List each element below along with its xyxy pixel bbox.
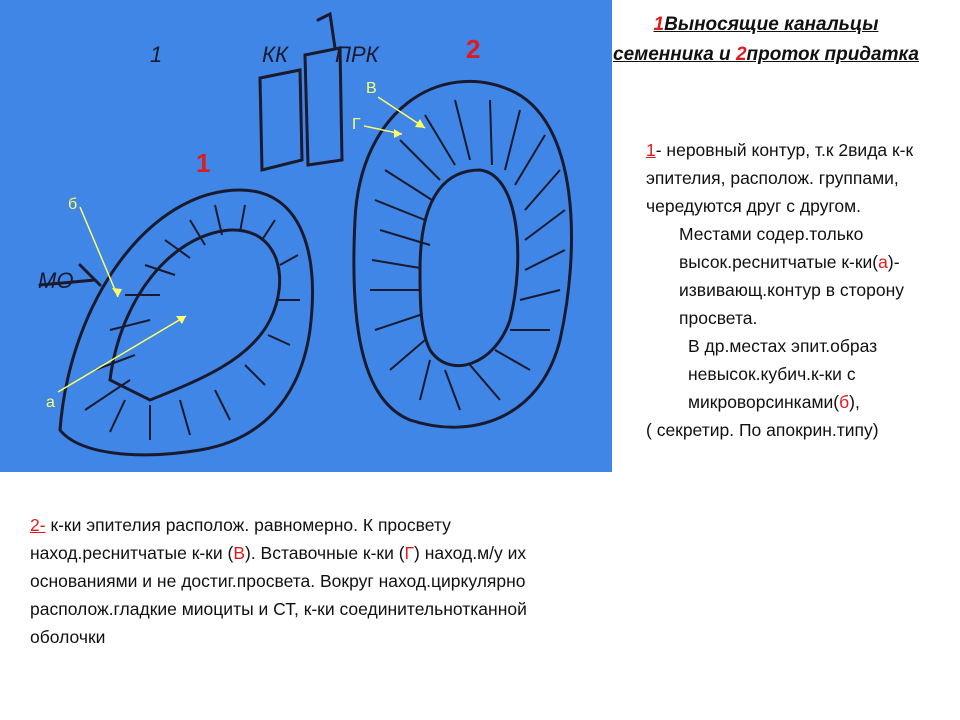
title-num-1: 1 <box>653 14 665 35</box>
desc-2-num: 2- <box>30 515 46 535</box>
desc1-text: - неровный контур, т.к 2вида к-к эпителия, располож. группами, чередуются друг с другом. <box>646 140 914 216</box>
ink-block-kk <box>260 70 302 170</box>
letter-b-label: б <box>68 196 78 213</box>
desc1-num: 1 <box>646 140 656 160</box>
desc-2-text-2: ). Вставочные к-ки ( <box>245 543 405 563</box>
desc-2-text-1: к-ки эпителия располож. равномерно. К просвету наход.реснитчатые к-ки ( <box>30 515 451 563</box>
desc-2-letter-g: Г <box>404 543 415 563</box>
desc-2-text-3: ) наход.м/у их основаниями и не достиг.просвета. Вокруг наход.циркулярно располож.гладкие миоциты и СТ, к-ки соединительнотканной оболочки <box>30 543 527 647</box>
title-num-2: 2 <box>735 44 747 65</box>
tubule-drawing <box>0 0 612 472</box>
desc-2-letter-v: В <box>233 543 245 563</box>
desc2-text-before: Местами содер.только высок.реснитчатые к-ки( <box>679 224 879 272</box>
tubule-2-number: 2 <box>466 34 481 64</box>
histology-drawing <box>0 0 612 472</box>
letter-g-label: Г <box>352 116 361 133</box>
ink-label-mo: МО <box>38 268 74 293</box>
desc2-text-after: )- извивающ.контур в сторону просвета. <box>679 252 905 328</box>
desc2-letter: а <box>878 252 888 272</box>
ink-label-kk: КК <box>262 42 288 67</box>
tubule-1-outer <box>60 190 312 455</box>
ink-label-prk: ПРК <box>335 42 379 67</box>
desc3-letter: б <box>839 392 850 412</box>
pointer-arrows <box>58 97 425 392</box>
desc3-text-after: ), <box>849 392 860 412</box>
tubule-1-number: 1 <box>196 148 211 178</box>
slide-title <box>572 10 960 70</box>
desc3-text-before: В др.местах эпит.образ невысок.кубич.к-ки с микроворсинками( <box>688 336 878 412</box>
ink-label-1: 1 <box>150 42 163 67</box>
title-line-2a: семенника и <box>613 44 736 65</box>
title-line-1: Выносящие канальцы <box>664 14 879 35</box>
desc4-text: ( секретир. По апокрин.типу) <box>646 420 879 440</box>
letter-v-label: В <box>366 80 377 97</box>
title-line-2b: проток придатка <box>746 44 919 65</box>
description-tubule-2 <box>30 511 590 651</box>
letter-a-label: а <box>46 394 55 411</box>
description-tubule-1 <box>646 136 956 444</box>
tubule-2-lumen <box>420 170 518 366</box>
